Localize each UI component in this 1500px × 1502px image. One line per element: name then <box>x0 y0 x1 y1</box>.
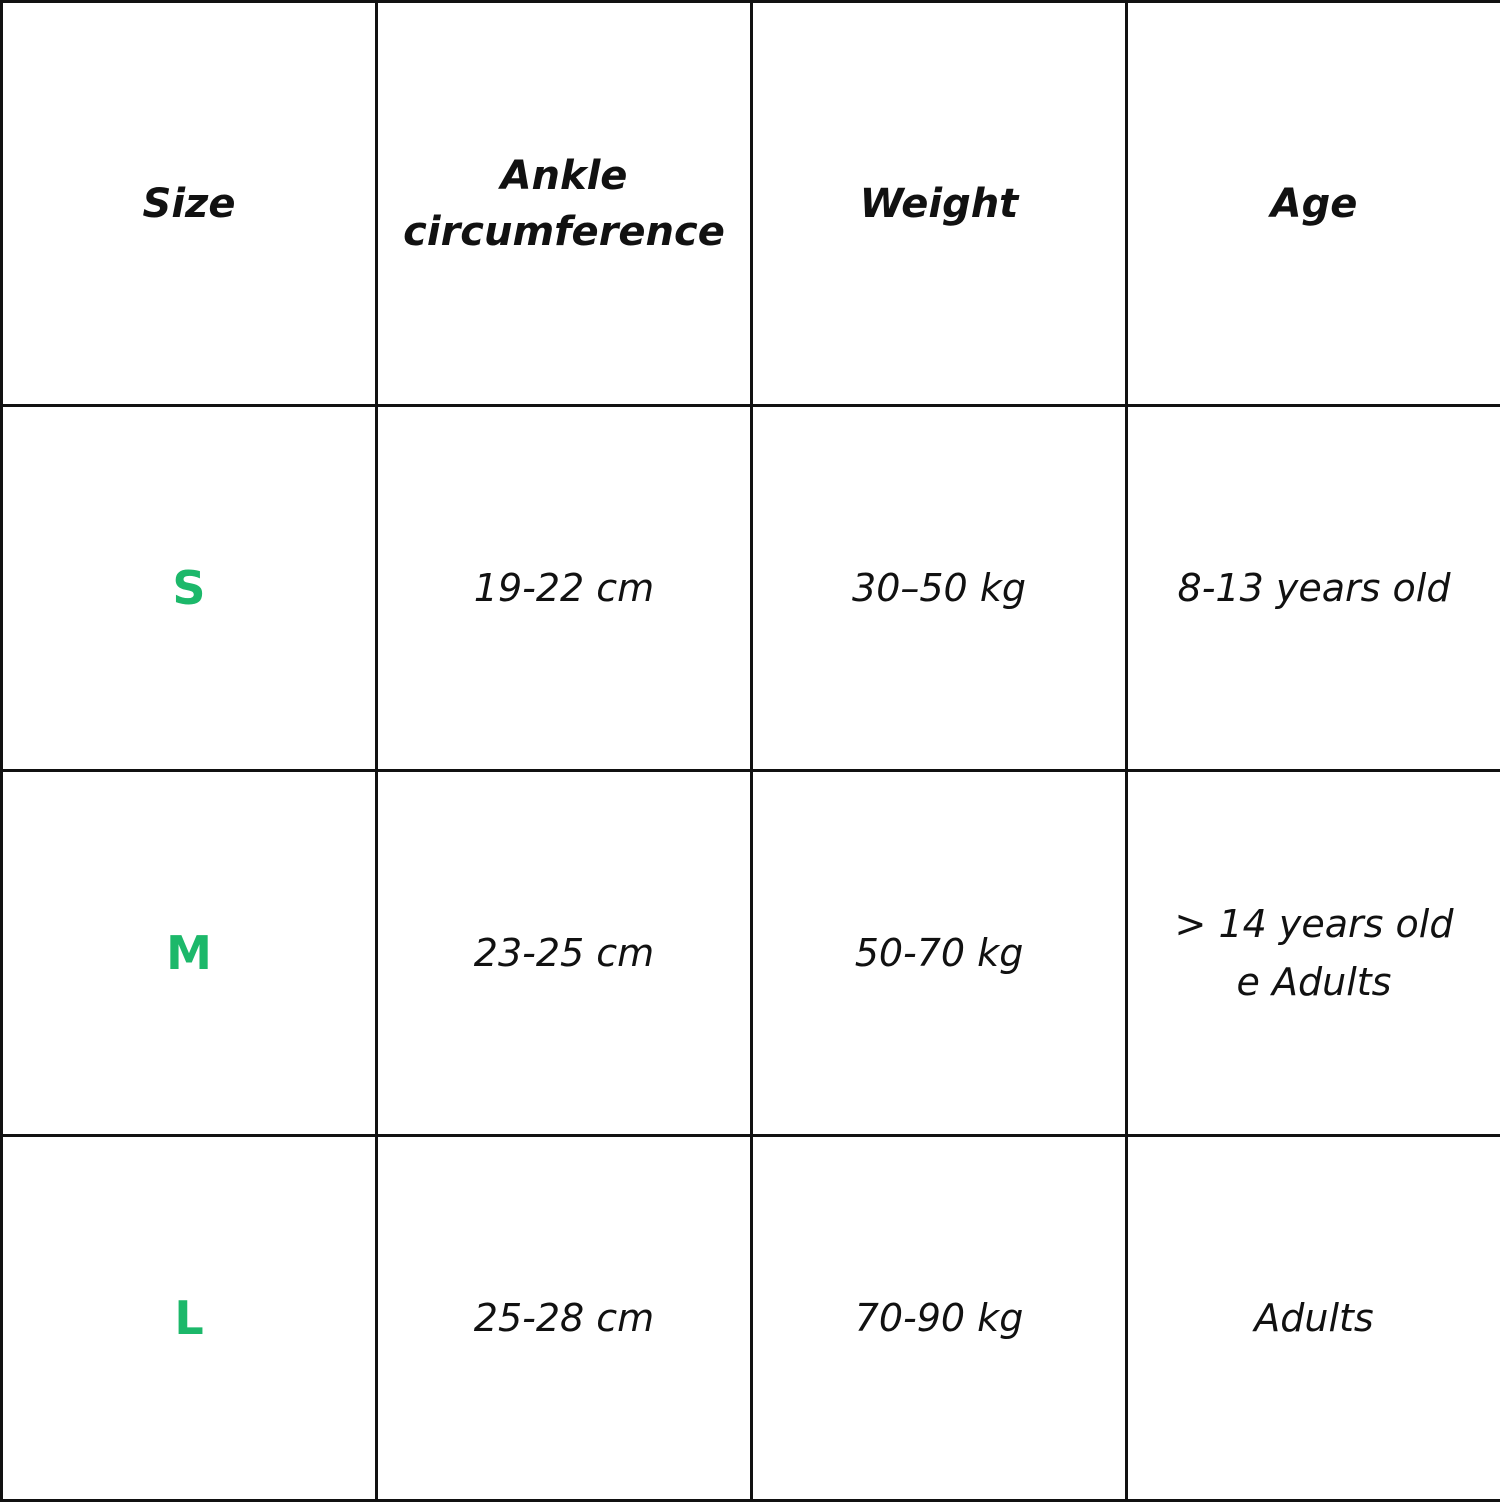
table-row <box>2 771 1500 1136</box>
header-size: Size <box>2 2 377 406</box>
table-row <box>2 406 1500 771</box>
size-label: S <box>2 406 377 771</box>
header-age: Age <box>1127 2 1500 406</box>
size-label: L <box>2 1136 377 1501</box>
age-value: Adults <box>1127 1136 1500 1501</box>
header-ankle-circumference: Ankle circumference <box>377 2 752 406</box>
table-header-row <box>2 2 1500 406</box>
age-value: 8-13 years old <box>1127 406 1500 771</box>
size-label: M <box>2 771 377 1136</box>
ankle-value: 19-22 cm <box>377 406 752 771</box>
ankle-value: 23-25 cm <box>377 771 752 1136</box>
weight-value: 50-70 kg <box>752 771 1127 1136</box>
table-row <box>2 1136 1500 1501</box>
weight-value: 70-90 kg <box>752 1136 1127 1501</box>
ankle-value: 25-28 cm <box>377 1136 752 1501</box>
weight-value: 30–50 kg <box>752 406 1127 771</box>
age-value: > 14 years old e Adults <box>1127 771 1500 1136</box>
header-weight: Weight <box>752 2 1127 406</box>
